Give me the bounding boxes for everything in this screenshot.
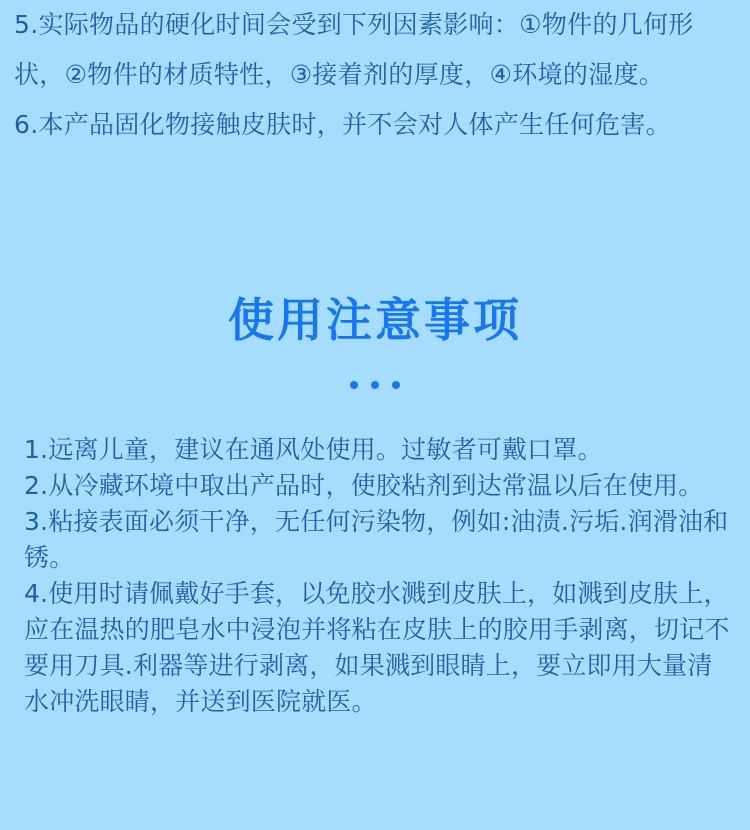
title-divider-dots: [0, 381, 750, 389]
usage-note-4: 4.使用时请佩戴好手套，以免胶水溅到皮肤上，如溅到皮肤上，应在温热的肥皂水中浸泡并将粘在皮肤上的胶用手剥离，切记不要用刀具.利器等进行剥离，如果溅到眼睛上，要立即用大量清水冲洗眼睛，并送到医院就医。: [24, 579, 730, 716]
previous-notes: [14, 0, 744, 150]
usage-note-3: 3.粘接表面必须干净，无任何污染物，例如:油渍.污垢.润滑油和锈。: [24, 507, 729, 572]
usage-note-1: 1.远离儿童，建议在通风处使用。过敏者可戴口罩。: [24, 435, 603, 464]
note-item-6: 6.本产品固化物接触皮肤时，并不会对人体产生任何危害。: [14, 110, 671, 139]
section-title: 使用注意事项: [228, 293, 522, 347]
note-item-5: 5.实际物品的硬化时间会受到下列因素影响：①物件的几何形状，②物件的材质特性，③接着剂的厚度，④环境的湿度。: [14, 10, 694, 89]
divider-dot: [371, 381, 379, 389]
divider-dot: [350, 381, 358, 389]
usage-note-2: 2.从冷藏环境中取出产品时，使胶粘剂到达常温以后在使用。: [24, 471, 704, 500]
divider-dot: [392, 381, 400, 389]
usage-notes-list: [24, 432, 736, 720]
